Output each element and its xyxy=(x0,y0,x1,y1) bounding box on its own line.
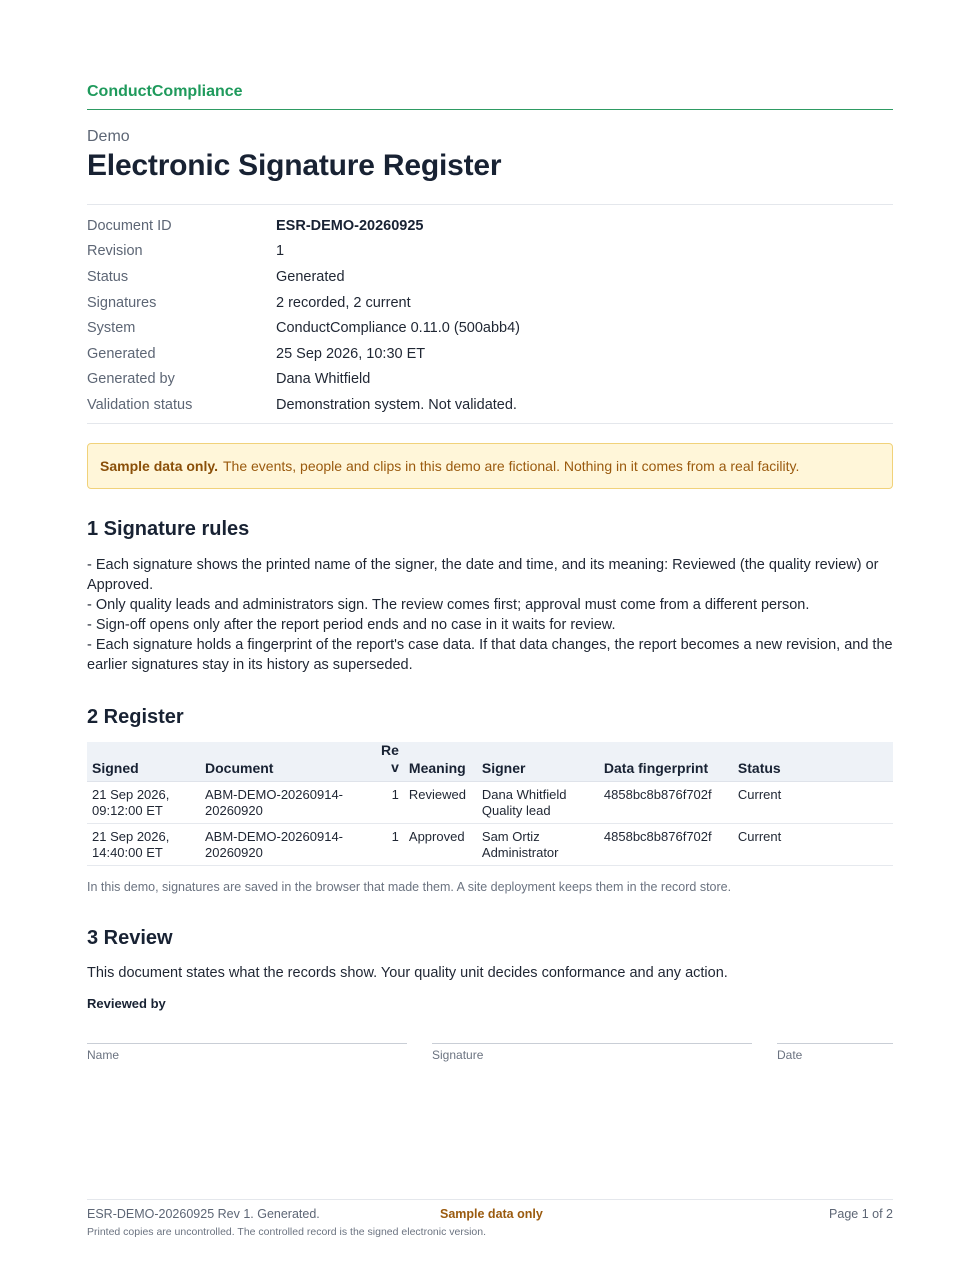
col-header-revision-top: Re xyxy=(381,742,399,758)
table-row xyxy=(87,782,893,824)
rule-item: - Sign-off opens only after the report period ends and no case in it waits for review. xyxy=(87,617,616,633)
meta-key: System xyxy=(87,320,136,337)
cell-document xyxy=(200,782,376,824)
meta-row-system xyxy=(87,315,893,341)
meta-row-signatures xyxy=(87,290,893,316)
cell-status: Current xyxy=(733,824,893,866)
col-header-meaning: Meaning xyxy=(404,742,477,782)
rule-item: - Each signature holds a fingerprint of the report's case data. If that data changes, the report becomes a new revision, and the earlier signatures stay in its history as superseded. xyxy=(87,637,893,673)
rule-item: - Only quality leads and administrators sign. The review comes first; approval must come from a different person. xyxy=(87,597,810,613)
page-title: Electronic Signature Register xyxy=(87,149,502,182)
cell-signer xyxy=(477,824,599,866)
register-note: In this demo, signatures are saved in the browser that made them. A site deployment keeps them in the record store. xyxy=(87,880,732,894)
signature-rules-list xyxy=(87,555,893,675)
cell-document xyxy=(200,824,376,866)
cell-status: Current xyxy=(733,782,893,824)
document-id-part: 20260920 xyxy=(205,803,263,818)
document-metadata xyxy=(87,213,893,418)
cell-fingerprint: 4858bc8b876f702f xyxy=(599,782,733,824)
meta-key: Validation status xyxy=(87,396,193,413)
review-statement: This document states what the records show. Your quality unit decides conformance and any action. xyxy=(87,965,728,981)
meta-key: Document ID xyxy=(87,217,172,234)
cell-meaning: Reviewed xyxy=(404,782,477,824)
col-header-fingerprint: Data fingerprint xyxy=(599,742,733,782)
col-header-revision xyxy=(376,742,404,782)
meta-key: Signatures xyxy=(87,294,157,311)
brand-name: ConductCompliance xyxy=(87,83,243,100)
meta-key: Revision xyxy=(87,243,143,260)
signature-line xyxy=(432,1043,752,1044)
date-label: Date xyxy=(777,1048,803,1062)
signed-time: 09:12:00 ET xyxy=(92,803,163,818)
meta-value: 2 recorded, 2 current xyxy=(276,294,411,311)
cell-signed xyxy=(87,824,200,866)
section-heading-signature-rules: 1 Signature rules xyxy=(87,518,250,540)
footer-divider xyxy=(87,1199,893,1200)
signed-date: 21 Sep 2026, xyxy=(92,829,170,844)
cell-signed xyxy=(87,782,200,824)
rule-item: - Each signature shows the printed name of the signer, the date and time, and its meaning: Reviewed (the quality review) or Approved. xyxy=(87,557,879,593)
signer-role: Administrator xyxy=(481,845,559,860)
meta-divider-top xyxy=(87,204,893,205)
col-header-signed: Signed xyxy=(87,742,200,782)
notice-text: The events, people and clips in this demo are fictional. Nothing in it comes from a real facility. xyxy=(223,458,800,474)
meta-value: 1 xyxy=(276,243,285,260)
cell-revision: 1 xyxy=(376,782,404,824)
register-header-row xyxy=(87,742,893,782)
meta-key: Status xyxy=(87,268,129,285)
col-header-revision-bottom: v xyxy=(391,759,399,775)
document-id-part: ABM-DEMO-20260914- xyxy=(205,829,343,844)
meta-divider-bottom xyxy=(87,423,893,424)
footer-sample-badge: Sample data only xyxy=(440,1207,543,1221)
meta-row-status xyxy=(87,264,893,290)
meta-row-revision xyxy=(87,239,893,265)
meta-row-generated xyxy=(87,341,893,367)
footer-document-reference: ESR-DEMO-20260925 Rev 1. Generated. xyxy=(87,1207,320,1221)
document-id-part: 20260920 xyxy=(205,845,263,860)
signer-role: Quality lead xyxy=(481,803,551,818)
meta-row-validation-status xyxy=(87,392,893,418)
signed-time: 14:40:00 ET xyxy=(92,845,163,860)
meta-value: Demonstration system. Not validated. xyxy=(276,396,517,413)
meta-value: Generated xyxy=(276,268,345,285)
document-id-part: ABM-DEMO-20260914- xyxy=(205,787,343,802)
document-eyebrow: Demo xyxy=(87,128,130,145)
section-heading-review: 3 Review xyxy=(87,927,173,949)
cell-revision: 1 xyxy=(376,824,404,866)
sample-data-notice xyxy=(87,443,893,489)
meta-key: Generated xyxy=(87,345,156,362)
name-signature-line xyxy=(87,1043,407,1044)
section-heading-register: 2 Register xyxy=(87,706,184,728)
meta-row-document-id xyxy=(87,213,893,239)
table-row xyxy=(87,824,893,866)
register-table xyxy=(87,742,893,866)
date-signature-line xyxy=(777,1043,893,1044)
meta-key: Generated by xyxy=(87,371,175,388)
name-label: Name xyxy=(87,1048,120,1062)
cell-meaning: Approved xyxy=(404,824,477,866)
footer-uncontrolled-note: Printed copies are uncontrolled. The controlled record is the signed electronic version. xyxy=(87,1226,487,1238)
col-header-signer: Signer xyxy=(477,742,599,782)
col-header-status: Status xyxy=(733,742,893,782)
cell-signer xyxy=(477,782,599,824)
notice-strong: Sample data only. xyxy=(100,458,218,474)
signed-date: 21 Sep 2026, xyxy=(92,787,170,802)
col-header-document: Document xyxy=(200,742,376,782)
signature-label: Signature xyxy=(432,1048,484,1062)
meta-value: ConductCompliance 0.11.0 (500abb4) xyxy=(276,320,520,337)
footer-page-number: Page 1 of 2 xyxy=(829,1207,893,1221)
meta-value: 25 Sep 2026, 10:30 ET xyxy=(276,345,426,362)
brand-divider xyxy=(87,109,893,110)
signer-name: Dana Whitfield xyxy=(481,787,567,802)
meta-value: Dana Whitfield xyxy=(276,371,371,388)
reviewed-by-label: Reviewed by xyxy=(87,996,166,1011)
meta-row-generated-by xyxy=(87,367,893,393)
meta-value: ESR-DEMO-20260925 xyxy=(276,217,424,234)
signer-name: Sam Ortiz xyxy=(481,829,540,844)
cell-fingerprint: 4858bc8b876f702f xyxy=(599,824,733,866)
